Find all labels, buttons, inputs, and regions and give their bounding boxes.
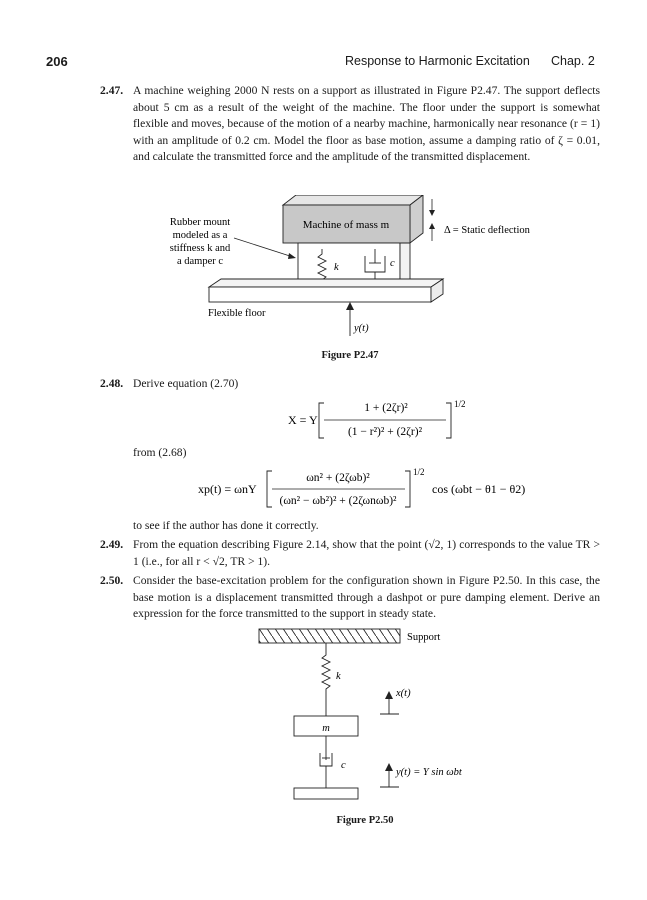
problem-number-2-49: 2.49. (100, 538, 124, 551)
damper-label: c (341, 760, 346, 771)
eq270-numerator: 1 + (2ζr)² (364, 402, 408, 414)
eq268-denominator: (ωn² − ωb²)² + (2ζωnωb)² (279, 495, 397, 507)
problem-text-2-50: Consider the base-excitation problem for the configuration shown in Figure P2.50. In this case, the base motion is a displacement transmitted through a dashpot or pure damping element. Derive an expression for the force transmitted to the support in steady state. (133, 574, 600, 620)
problem-text-2-47: A machine weighing 2000 N rests on a support as illustrated in Figure P2.47. The support deflects about 5 cm as a result of the weight of the machine. The floor under the support is somewhat flexible and moves, because of the motion of a nearby machine, harmonically near resonance (r = 1) with an amplitude of 0.2 cm. Model the floor as base motion, assume a damping ratio of ζ = 0.01, and calculate the transmitted force and the amplitude of the transmitted displacement. (133, 84, 600, 163)
eq270-lhs: X = Y (288, 413, 318, 427)
input-label: y(t) = Y sin ωbt (396, 767, 462, 778)
damper-label: c (390, 258, 395, 269)
page-number: 206 (46, 54, 68, 69)
problem-2-48-after: to see if the author has done it correctly. (133, 519, 319, 532)
problem-text-2-48: Derive equation (2.70) (133, 377, 239, 390)
figure-p2-50 (250, 625, 510, 805)
output-label: x(t) (396, 688, 411, 699)
eq268-rhs: cos (ωbt − θ1 − θ2) (432, 482, 526, 496)
chapter-label: Chap. 2 (551, 54, 595, 68)
mass-label: m (322, 723, 330, 734)
problem-number-2-47: 2.47. (100, 84, 124, 97)
support-label: Support (407, 632, 441, 643)
floor-label: Flexible floor (208, 308, 266, 319)
mount-leader-arrowhead (288, 253, 296, 259)
problem-number-2-50: 2.50. (100, 574, 124, 587)
eq270-denominator: (1 − r²)² + (2ζr)² (347, 426, 423, 438)
floor-top (209, 279, 443, 287)
deflection-label: Δ = Static deflection (444, 225, 530, 236)
mount-label-line-3: stiffness k and (169, 243, 231, 254)
running-title: Response to Harmonic Excitation (345, 54, 530, 68)
problem-text-2-49: From the equation describing Figure 2.14, show that the point (√2, 1) corresponds to the value TR > 1 (i.e., for all r < √2, TR > 1). (133, 538, 600, 568)
mount-label-line-1: Rubber mount (169, 217, 231, 228)
spring-label: k (334, 262, 339, 273)
machine-top-face (283, 195, 423, 205)
machine-label: Machine of mass m (302, 219, 390, 231)
spring-label: k (336, 671, 341, 682)
figure-caption-p2-47: Figure P2.47 (321, 350, 379, 361)
problem-2-48-from: from (2.68) (133, 446, 187, 459)
eq268-numerator: ωn² + (2ζωb)² (306, 472, 370, 484)
eq268-power: 1/2 (413, 467, 425, 477)
eq270-power: 1/2 (454, 399, 466, 409)
equation-2-70 (265, 395, 480, 440)
input-label: y(t) (354, 323, 369, 334)
eq268-lhs: xp(t) = ωnY (198, 482, 257, 496)
figure-caption-p2-50: Figure P2.50 (336, 815, 394, 826)
spring-k (322, 643, 330, 716)
figure-p2-47 (150, 195, 550, 340)
base-plate (294, 788, 358, 799)
mount-label-line-2: modeled as a (172, 230, 228, 241)
support-hatch (259, 629, 400, 643)
problem-number-2-48: 2.48. (100, 377, 124, 390)
equation-2-68 (190, 462, 550, 512)
mount-label-line-4: a damper c (176, 256, 224, 267)
floor-slab (209, 287, 431, 302)
